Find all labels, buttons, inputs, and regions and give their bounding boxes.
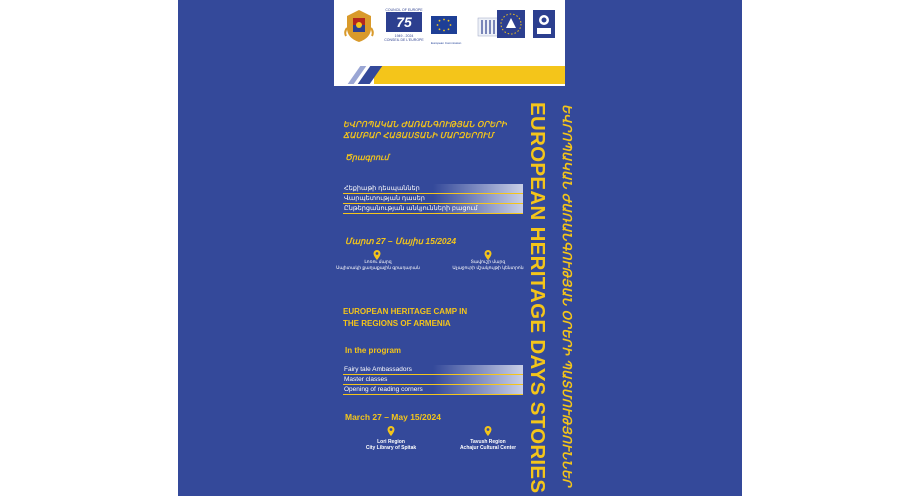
yellow-stripe — [374, 66, 565, 84]
left-background-band — [178, 0, 334, 496]
coe-top-text: COUNCIL OF EUROPE — [385, 8, 423, 12]
location-region: Լոռու մարզ — [364, 259, 392, 264]
list-item: Վարպետության դասեր — [343, 194, 523, 204]
english-title-line-2: THE REGIONS OF ARMENIA — [343, 319, 451, 328]
coe-years: 1949 - 2024 — [394, 34, 414, 38]
list-item: Ընթերցանության անկյունների բացում — [343, 204, 523, 214]
location-pin-icon — [387, 426, 395, 436]
armenian-program-list — [343, 184, 523, 214]
right-background-band — [565, 0, 742, 496]
armenian-location-lori — [334, 259, 423, 271]
location-region: Tavush Region — [470, 439, 506, 445]
english-location-tavush — [443, 439, 533, 451]
armenian-program-label: Ծրագրում — [345, 153, 389, 162]
eu-flag-logo — [431, 16, 469, 46]
english-location-lori — [346, 439, 436, 451]
coe-sub-text — [384, 34, 424, 42]
armenian-title-line-1: ԵՎՐՈՊԱԿԱՆ ԺԱՌԱՆԳՈՒԹՅԱՆ ՕՐԵՐԻ — [343, 120, 507, 129]
armenia-coat-of-arms-icon — [344, 8, 374, 44]
council-of-europe-75-logo — [384, 8, 424, 44]
heritage-days-armenia-logo — [533, 10, 557, 42]
list-item: Opening of reading corners — [343, 385, 523, 395]
english-title — [343, 306, 518, 330]
location-venue: Սպիտակի քաղաքային գրադարան — [336, 265, 420, 270]
armenian-title-line-2: ՃԱՄԲԱՐ ՀԱՅԱՍՏԱՆԻ ՄԱՐԶԵՐՈՒՄ — [343, 131, 494, 140]
location-venue: City Library of Spitak — [365, 445, 417, 451]
coe-bottom-text: CONSEIL DE L'EUROPE — [384, 38, 424, 42]
armenian-title — [343, 119, 523, 141]
vertical-english-title: EUROPEAN HERITAGE DAYS STORIES — [526, 102, 549, 494]
location-venue: Achajur Cultural Center — [459, 445, 517, 451]
english-program-list — [343, 365, 523, 395]
english-program-label: In the program — [345, 346, 402, 355]
armenian-location-tavush — [443, 259, 533, 271]
list-item: Հեքիաթի դեսպաններ — [343, 184, 523, 194]
armenian-dates: Մարտ 27 – Մայիս 15/2024 — [345, 236, 457, 246]
location-pin-icon — [484, 426, 492, 436]
location-region: Lori Region — [377, 439, 405, 445]
location-venue: Աչաջուրի մշակույթի կենտրոն — [452, 265, 524, 270]
ec-label: European Commission — [431, 41, 462, 45]
list-item: Master classes — [343, 375, 523, 385]
english-dates: March 27 – May 15/2024 — [345, 412, 441, 422]
english-title-line-1: EUROPEAN HERITAGE CAMP IN — [343, 307, 468, 316]
list-item: Fairy tale Ambassadors — [343, 365, 523, 375]
european-heritage-days-logo — [497, 10, 527, 42]
location-region: Տավուշի մարզ — [470, 259, 506, 264]
logo-strip — [334, 0, 565, 68]
vertical-armenian-title: ԵՎՐՈՊԱԿԱՆ ԺԱՌԱՆԳՈՒԹՅԱՆ ՕՐԵՐԻ ՊԱՏՄՈՒԹՅՈՒՆՆԵՐ — [560, 104, 574, 487]
coe-number: 75 — [386, 12, 422, 32]
